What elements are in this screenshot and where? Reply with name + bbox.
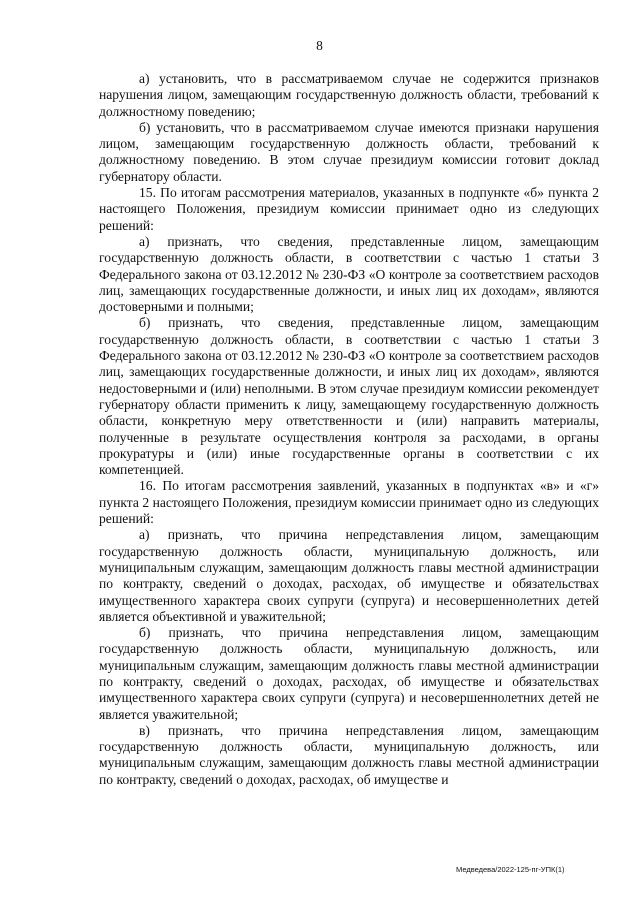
paragraph-16b: б) признать, что причина непредставления лицом, замещающим государственную должность области, муниципальную должность, или муниципальным служащим, замещающим должность главы местной администрации по контракту, сведений о доходах, расходах, об имуществе и обязательствах имущественного характера своих супруги (супруга) и несовершеннолетних детей не является уважительной; [99, 625, 599, 722]
paragraph-15a: а) признать, что сведения, представленные лицом, замещающим государственную должность области, в соответствии с частью 1 статьи 3 Федерального закона от 03.12.2012 № 230-ФЗ «О контроле за соответствием расходов лиц, замещающих государственные должности, и иных лиц их доходам», являются достоверными и полными; [99, 233, 599, 315]
paragraph-15: 15. По итогам рассмотрения материалов, указанных в подпункте «б» пункта 2 настоящего Положения, президиум комиссии принимает одно из следующих решений: [99, 185, 599, 233]
paragraph-16c: в) признать, что причина непредставления лицом, замещающим государственную должность области, муниципальную должность, или муниципальным служащим, замещающим должность главы местной администрации по контракту, сведений о доходах, расходах, об имуществе и [99, 722, 599, 787]
paragraph-15b: б) признать, что сведения, представленные лицом, замещающим государственную должность области, в соответствии с частью 1 статьи 3 Федерального закона от 03.12.2012 № 230-ФЗ «О контроле за соответствием расходов лиц, замещающих государственные должности, и иных лиц их доходам», являются недостоверными и (или) неполными. В этом случае президиум комиссии рекомендует губернатору области применить к лицу, замещающему государственную должность области, конкретную меру ответственности и (или) направить материалы, полученные в результате осуществления контроля за расходами, в органы прокуратуры и (или) иные государственные органы в соответствии с их компетенцией. [99, 315, 599, 478]
paragraph-14a: а) установить, что в рассматриваемом случае не содержится признаков нарушения лицом, замещающим государственную должность области, требований к должностному поведению; [99, 71, 599, 119]
document-reference-code: Медведева/2022-125-пг-УПК(1) [456, 865, 565, 874]
page-number: 8 [316, 38, 323, 53]
paragraph-16: 16. По итогам рассмотрения заявлений, указанных в подпунктах «в» и «г» пункта 2 настоящего Положения, президиум комиссии принимает одно из следующих решений: [99, 478, 599, 527]
paragraph-16a: а) признать, что причина непредставления лицом, замещающим государственную должность области, муниципальную должность, или муниципальным служащим, замещающим должность главы местной администрации по контракту, сведений о доходах, расходах, об имуществе и обязательствах имущественного характера своих супруги (супруга) и несовершеннолетних детей является объективной и уважительной; [99, 527, 599, 624]
paragraph-14b: б) установить, что в рассматриваемом случае имеются признаки нарушения лицом, замещающим государственную должность области, требований к должностному поведению. В этом случае президиум комиссии готовит доклад губернатору области. [99, 119, 599, 184]
document-body [99, 71, 599, 788]
